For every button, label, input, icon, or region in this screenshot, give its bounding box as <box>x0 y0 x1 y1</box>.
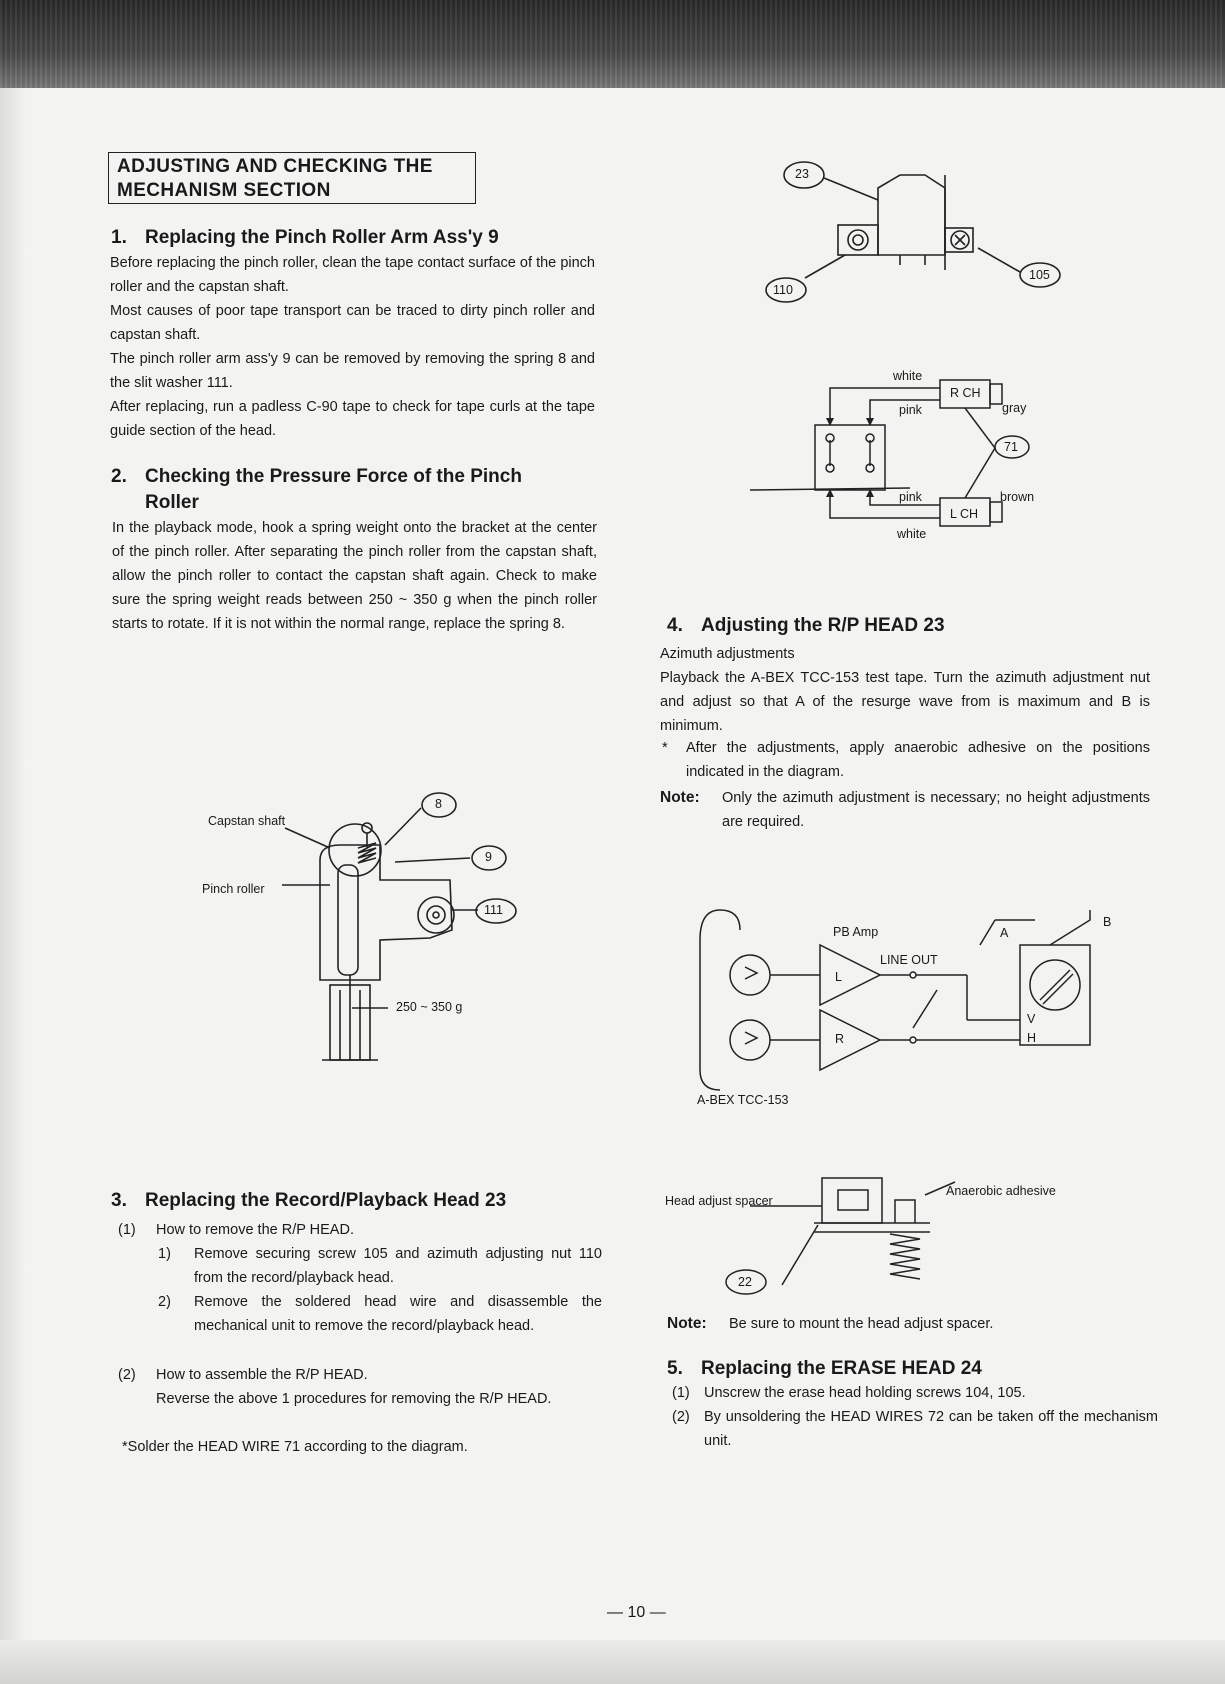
scope-h-label: H <box>1027 1031 1037 1045</box>
callout-9: 9 <box>485 850 492 864</box>
section-1-number: 1. <box>111 227 127 248</box>
rp-head-diagram <box>750 160 1060 300</box>
step2-marker: 2) <box>158 1294 171 1310</box>
section-1-para-4: After replacing, run a padless C-90 tape to check for tape curls at the tape guide section of the head. <box>110 399 595 439</box>
head-wire-diagram <box>750 370 1080 540</box>
section-5-number: 5. <box>667 1358 683 1379</box>
section-4-number: 4. <box>667 615 683 636</box>
section-3-sub1 <box>118 1218 598 1242</box>
sub1-marker: (1) <box>118 1222 136 1238</box>
callout-23: 23 <box>795 167 809 181</box>
section-2-heading <box>111 464 522 516</box>
callout-110: 110 <box>773 283 793 297</box>
wire-white-top: white <box>893 369 923 383</box>
section-4-bullet <box>662 736 1150 784</box>
section-title-line-2: MECHANISM SECTION <box>117 180 331 201</box>
bullet-text: After the adjustments, apply anaerobic adhesive on the positions indicated in the diagram. <box>686 740 1150 780</box>
wave-b-label: B <box>1103 915 1112 929</box>
section-2-title-2: Roller <box>145 492 199 513</box>
section-4-note <box>660 786 1150 834</box>
section-3-heading <box>111 1188 506 1214</box>
section-5-item-1 <box>672 1381 1158 1405</box>
item2-text: By unsoldering the HEAD WIRES 72 can be taken off the mechanism unit. <box>704 1409 1158 1449</box>
section-5-item-2 <box>672 1405 1158 1453</box>
azimuth-setup-diagram <box>695 900 1115 1100</box>
item1-marker: (1) <box>672 1385 690 1401</box>
amp-r-label: R <box>835 1032 845 1046</box>
step2-text: Remove the soldered head wire and disassemble the mechanical unit to remove the record/playback head. <box>194 1294 602 1334</box>
amp-l-label: L <box>835 970 842 984</box>
callout-111: 111 <box>484 903 504 917</box>
section-1-para-1: Before replacing the pinch roller, clean the tape contact surface of the pinch roller and the capstan shaft. <box>110 255 595 295</box>
solder-note: *Solder the HEAD WIRE 71 according to the diagram. <box>122 1439 468 1455</box>
section-4-heading <box>667 613 945 639</box>
wire-pink-top: pink <box>899 403 922 417</box>
section-5-heading <box>667 1356 982 1382</box>
sub2-text: How to assemble the R/P HEAD. <box>156 1367 368 1383</box>
head-spacer-diagram <box>730 1170 980 1300</box>
spring-force-label: 250 ~ 350 g <box>396 1000 463 1014</box>
section-1-para-2: Most causes of poor tape transport can be traced to dirty pinch roller and capstan shaft. <box>110 303 595 343</box>
section-2-title-1: Checking the Pressure Force of the Pinch <box>145 466 522 487</box>
l-ch-label: L CH <box>950 507 979 521</box>
note2-label: Note: <box>667 1315 707 1332</box>
section-1-title: Replacing the Pinch Roller Arm Ass'y 9 <box>145 227 499 248</box>
note2-text: Be sure to mount the head adjust spacer. <box>729 1316 994 1332</box>
section-5-title: Replacing the ERASE HEAD 24 <box>701 1358 982 1379</box>
section-title-box <box>108 152 476 204</box>
section-3-step2 <box>158 1290 603 1338</box>
spacer-label: Head adjust spacer <box>665 1194 773 1208</box>
bullet-marker: * <box>662 740 668 756</box>
section-4-body: Playback the A-BEX TCC-153 test tape. Turn the azimuth adjustment nut and adjust so that A of the resurge wave from is maximum and B is minimum. <box>660 670 1150 734</box>
section-1-heading <box>111 225 499 251</box>
test-tape-label: A-BEX TCC-153 <box>697 1093 789 1107</box>
item2-marker: (2) <box>672 1409 690 1425</box>
pinch-roller-label: Pinch roller <box>202 882 265 896</box>
capstan-shaft-label: Capstan shaft <box>208 814 286 828</box>
section-1-body <box>110 251 595 443</box>
spacer-note <box>667 1312 1147 1336</box>
callout-105: 105 <box>1029 268 1050 282</box>
wave-a-label: A <box>1000 926 1009 940</box>
section-4-subtitle: Azimuth adjustments <box>660 646 795 662</box>
scan-bottom-band <box>0 1640 1225 1684</box>
callout-8: 8 <box>435 797 442 811</box>
callout-71: 71 <box>1004 440 1018 454</box>
section-3-title: Replacing the Record/Playback Head 23 <box>145 1190 507 1211</box>
note-text: Only the azimuth adjustment is necessary; no height adjustments are required. <box>722 790 1150 830</box>
sub2-marker: (2) <box>118 1367 136 1383</box>
section-4-title: Adjusting the R/P HEAD 23 <box>701 615 945 636</box>
note-label: Note: <box>660 789 700 806</box>
pinch-roller-diagram <box>190 790 570 1060</box>
wire-white-bottom: white <box>897 527 927 541</box>
step1-text: Remove securing screw 105 and azimuth adjusting nut 110 from the record/playback head. <box>194 1246 602 1286</box>
pb-amp-label: PB Amp <box>833 925 879 939</box>
section-3-sub2 <box>118 1363 603 1387</box>
section-2-body: In the playback mode, hook a spring weight onto the bracket at the center of the pinch roller. After separating the pinch roller from the capstan shaft, allow the pinch roller to contact the capstan shaft again. Check to make sure the spring weight reads between 250 ~ 350 g when the pinch roller starts to rotate. If it is not within the normal range, replace the spring 8. <box>112 520 597 632</box>
wire-brown: brown <box>1000 490 1035 504</box>
section-title-line-1: ADJUSTING AND CHECKING THE <box>117 156 433 177</box>
section-3-step1 <box>158 1242 603 1290</box>
wire-gray: gray <box>1002 401 1027 415</box>
section-1-para-3: The pinch roller arm ass'y 9 can be removed by removing the spring 8 and the slit washer 111. <box>110 351 595 391</box>
wire-pink-bottom: pink <box>899 490 922 504</box>
callout-22: 22 <box>738 1275 752 1289</box>
page-number: — 10 — <box>607 1604 666 1621</box>
scope-v-label: V <box>1027 1012 1036 1026</box>
line-out-label: LINE OUT <box>880 953 938 967</box>
adhesive-label: Anaerobic adhesive <box>946 1184 1056 1198</box>
section-2-number: 2. <box>111 466 127 487</box>
scan-left-edge <box>0 88 26 1648</box>
step1-marker: 1) <box>158 1246 171 1262</box>
item1-text: Unscrew the erase head holding screws 104, 105. <box>704 1385 1026 1401</box>
sub1-text: How to remove the R/P HEAD. <box>156 1222 354 1238</box>
section-3-number: 3. <box>111 1190 127 1211</box>
r-ch-label: R CH <box>950 386 981 400</box>
scan-top-band <box>0 0 1225 88</box>
sub2-body: Reverse the above 1 procedures for removing the R/P HEAD. <box>156 1391 552 1407</box>
